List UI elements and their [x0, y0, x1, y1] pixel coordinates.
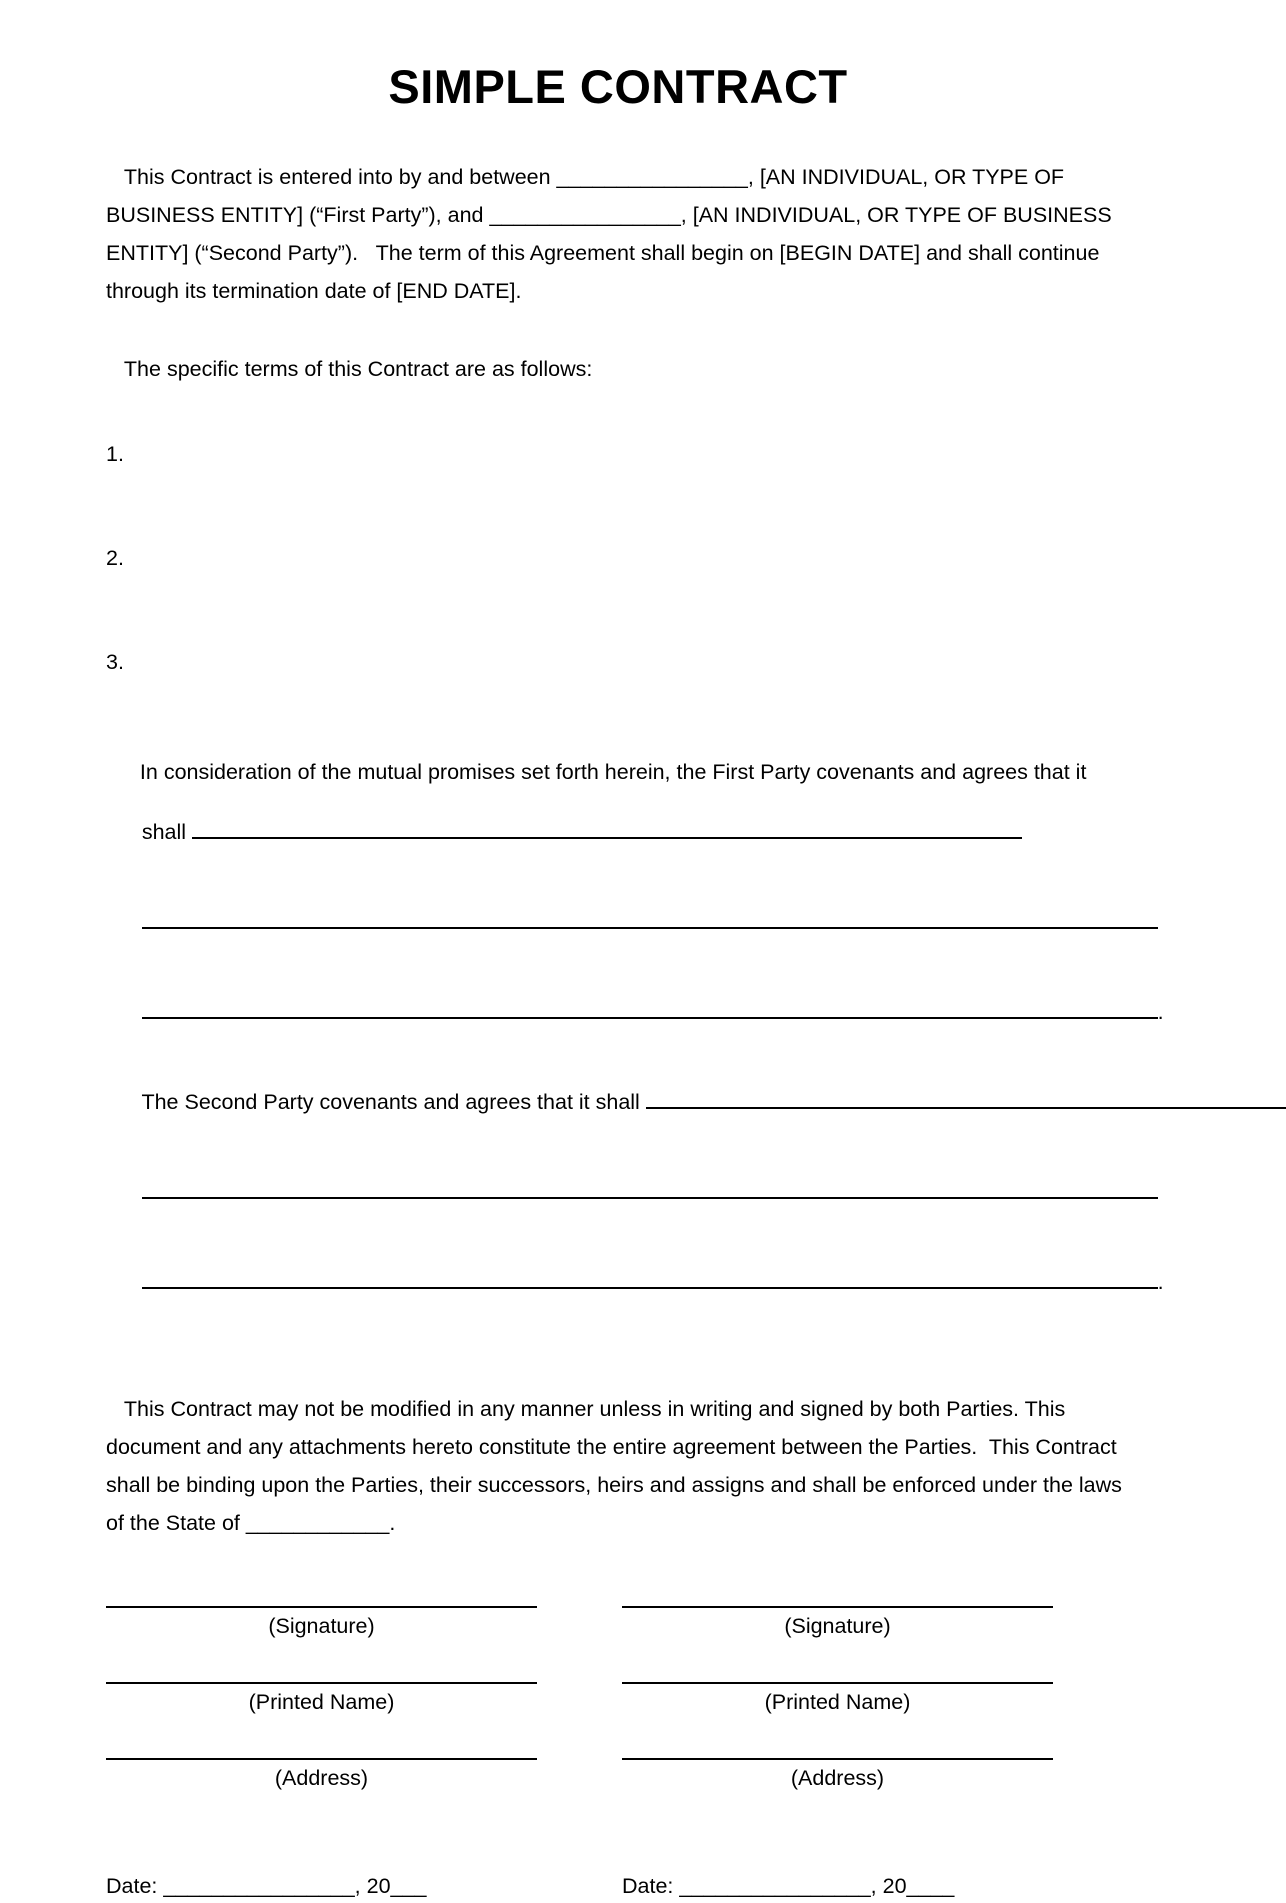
first-party-covenant-line: In consideration of the mutual promises set forth herein, the First Party covenants and agrees that it [122, 760, 1087, 785]
printed-name-label: (Printed Name) [764, 1690, 911, 1715]
list-item-marker: 2. [106, 546, 124, 571]
second-party-covenant-label: The Second Party covenants and agrees that it shall [141, 1090, 646, 1115]
second-party-fill-line-3[interactable] [106, 1237, 1164, 1327]
list-item-marker: 1. [106, 442, 124, 467]
list-item[interactable] [106, 435, 1130, 539]
blank-fill-input[interactable] [142, 998, 1158, 1019]
blank-fill-input[interactable] [142, 908, 1158, 929]
first-party-shall-label: shall [141, 820, 193, 845]
first-party-fill-line-1[interactable] [106, 787, 1130, 877]
printed-name-row-right[interactable] [622, 1682, 1053, 1717]
signature-row-right[interactable] [622, 1606, 1053, 1641]
date-field-left[interactable]: Date: ________________, 20___ [106, 1874, 427, 1899]
opening-paragraph: This Contract is entered into by and between ________________, [AN INDIVIDUAL, OR TYPE OF BUSINESS ENTITY] (“First Party”), and ________________, [AN INDIVIDUAL, OR TYPE OF BUSINESS ENTITY] (“Second Party”). The term of this Agreement shall begin on [BEGIN DATE] and shall continue through its termination date of [END DATE]. [106, 165, 1118, 304]
signature-label: (Signature) [268, 1614, 375, 1639]
second-party-fill-line-1[interactable] [106, 1057, 1130, 1147]
blank-fill-input[interactable] [192, 818, 1022, 839]
address-row-right[interactable] [622, 1758, 1053, 1793]
second-party-period: . [1157, 1270, 1164, 1295]
address-label: (Address) [790, 1766, 885, 1791]
printed-name-row-left[interactable] [106, 1682, 537, 1717]
first-party-fill-line-3[interactable] [106, 967, 1164, 1057]
date-block [106, 1869, 1130, 1903]
page-title: SIMPLE CONTRACT [388, 60, 848, 113]
numbered-terms-list [106, 435, 1130, 747]
date-field-right[interactable]: Date: ________________, 20____ [622, 1874, 955, 1899]
signature-column-left [106, 1606, 537, 1827]
second-party-fill-line-2[interactable] [106, 1147, 1130, 1237]
list-item[interactable] [106, 539, 1130, 643]
list-item[interactable] [106, 643, 1130, 747]
consideration-block [106, 757, 1164, 1327]
terms-intro-paragraph: The specific terms of this Contract are as follows: [106, 357, 593, 382]
address-label: (Address) [274, 1766, 369, 1791]
signature-row-left[interactable] [106, 1606, 537, 1641]
first-party-period: . [1157, 1000, 1164, 1025]
first-party-fill-line-2[interactable] [106, 877, 1130, 967]
address-row-left[interactable] [106, 1758, 537, 1793]
blank-fill-input[interactable] [142, 1178, 1158, 1199]
list-item-marker: 3. [106, 650, 124, 675]
modification-paragraph: This Contract may not be modified in any manner unless in writing and signed by both Parties. This document and any attachments hereto constitute the entire agreement between the Parties. This Contract shall be binding upon the Parties, their successors, heirs and assigns and shall be enforced under the laws of the State of ____________. [106, 1397, 1128, 1536]
printed-name-label: (Printed Name) [248, 1690, 395, 1715]
blank-fill-input[interactable] [646, 1088, 1286, 1109]
signature-block [106, 1606, 1130, 1827]
blank-fill-input[interactable] [142, 1268, 1158, 1289]
signature-label: (Signature) [784, 1614, 891, 1639]
signature-column-right [622, 1606, 1053, 1827]
